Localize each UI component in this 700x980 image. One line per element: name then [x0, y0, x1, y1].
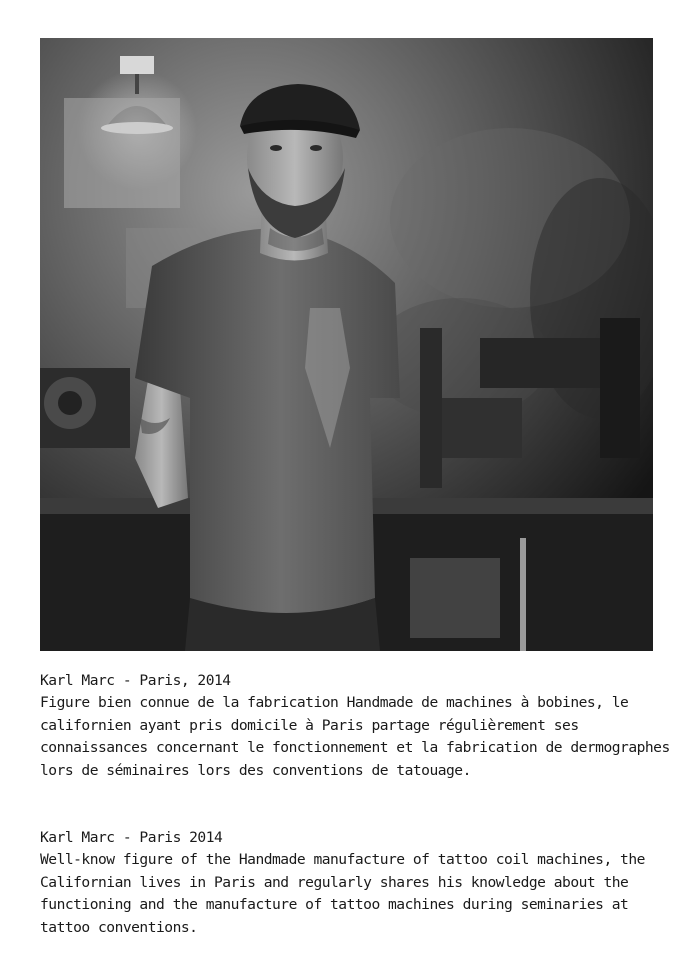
- caption-french-body: Figure bien connue de la fabrication Handmade de machines à bobines, le californien ayant pris domicile à Paris partage régulièrement ses connaissances concernant le fonctionnement et la fabrication de dermographes lors de séminaires lors des conventions de tatouage.: [40, 694, 670, 779]
- wall-board: [64, 98, 180, 208]
- caption-english-title: Karl Marc - Paris 2014: [40, 829, 223, 846]
- caption-french-title: Karl Marc - Paris, 2014: [40, 672, 231, 689]
- caption-english-body: Well-know figure of the Handmade manufacture of tattoo coil machines, the Californian lives in Paris and regularly shares his knowledge about the functioning and the manufacture of tattoo machines during seminaries at tattoo conventions.: [40, 851, 645, 936]
- bench-grinder: [40, 368, 130, 448]
- portrait-photo-illustration: [40, 38, 653, 651]
- portrait-photo: [40, 38, 653, 651]
- caption-french: [40, 670, 670, 782]
- caption-english: [40, 827, 670, 939]
